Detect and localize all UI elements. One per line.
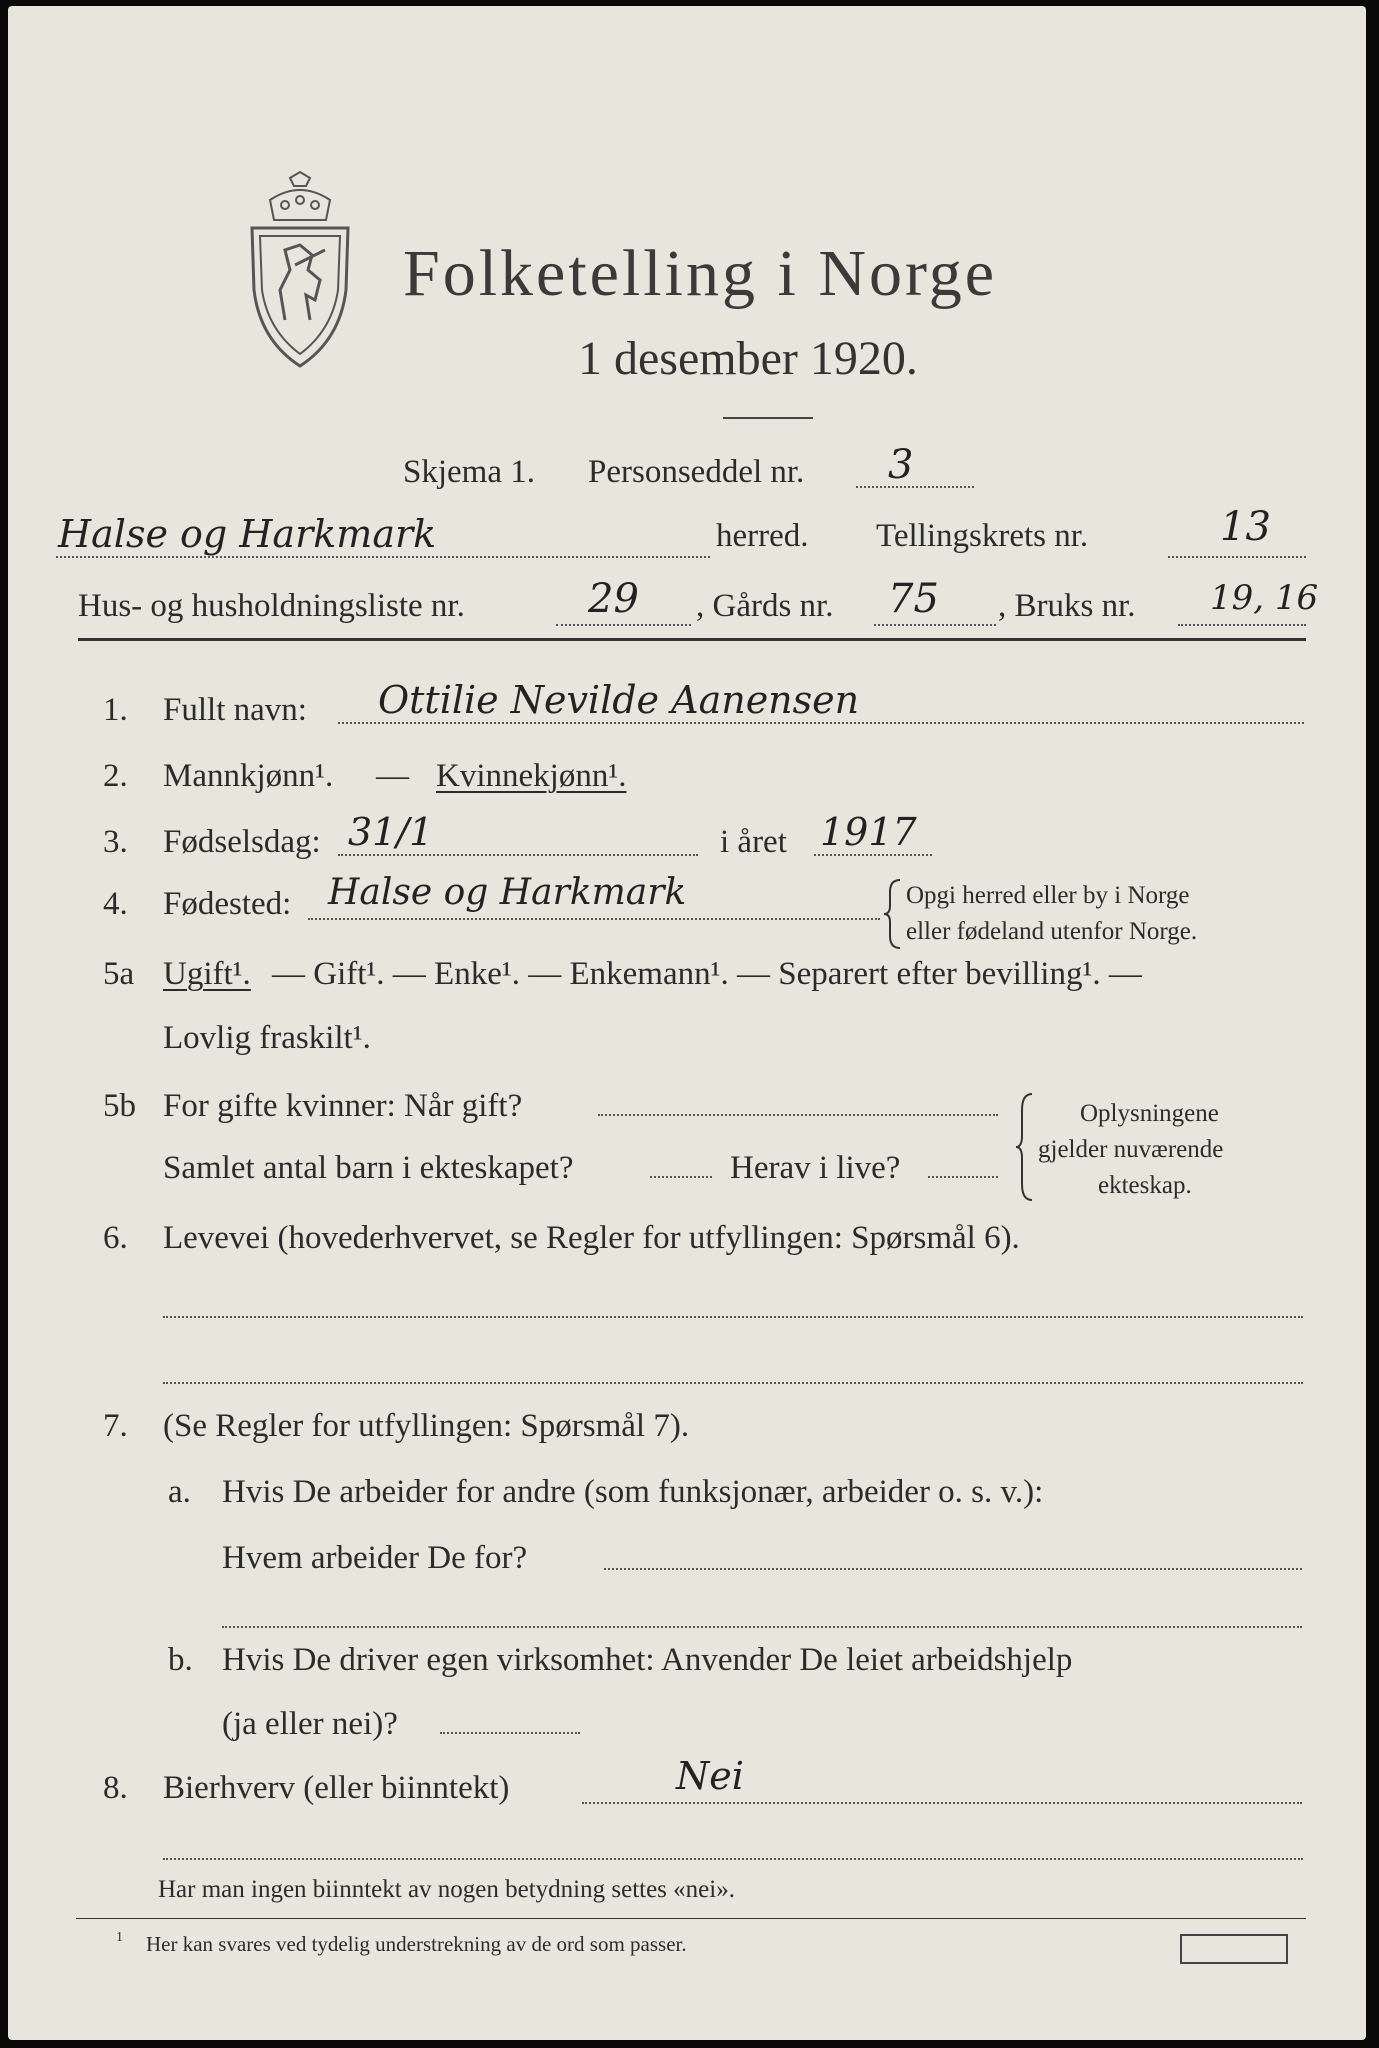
footer-note: Har man ingen biinntekt av nogen betydning settes «nei».: [158, 1876, 735, 1903]
q7a-line2: Hvem arbeider De for?: [222, 1540, 528, 1576]
q3-year-label: i året: [720, 824, 787, 860]
gards-label: , Gårds nr.: [696, 588, 834, 624]
personseddel-value: 3: [888, 442, 914, 488]
gards-value: 75: [888, 576, 939, 622]
q3-day-line: [338, 854, 698, 856]
census-form: [8, 6, 1366, 2040]
q5b-note-line2: gjelder nuværende: [1038, 1136, 1224, 1163]
census-date: 1 desember 1920.: [578, 332, 918, 385]
q7a-number: a.: [168, 1474, 191, 1510]
q7b-line2: (ja eller nei)?: [222, 1706, 398, 1742]
tellingskrets-label: Tellingskrets nr.: [876, 518, 1089, 554]
q5b-children-label: Samlet antal barn i ekteskapet?: [163, 1150, 574, 1186]
tellingskrets-value: 13: [1220, 504, 1271, 550]
q6-label: Levevei (hovederhvervet, se Regler for utfyllingen: Spørsmål 6).: [163, 1220, 1020, 1256]
q5a-ugift: Ugift¹.: [163, 956, 251, 992]
q5a-ugift-wrap: [163, 956, 251, 993]
q3-day-value: 31/1: [348, 810, 434, 854]
q6-line1: [163, 1316, 1303, 1318]
q8-value: Nei: [676, 1754, 744, 1798]
q5b-children-line: [650, 1176, 712, 1178]
q4-birthplace-value: Halse og Harkmark: [328, 872, 687, 913]
q7b-line1: Hvis De driver egen virksomhet: Anvender De leiet arbeidshjelp: [222, 1642, 1073, 1678]
personseddel-line: [856, 486, 974, 488]
form-title: Folketelling i Norge: [403, 237, 998, 310]
bruks-line: [1178, 624, 1306, 626]
bruks-value: 19, 16: [1210, 578, 1319, 618]
q7-number: 7.: [103, 1408, 128, 1444]
q4-number: 4.: [103, 886, 128, 922]
q8-line1: [582, 1802, 1302, 1804]
q7-label: (Se Regler for utfyllingen: Spørsmål 7).: [163, 1408, 690, 1444]
q3-year-line: [814, 854, 932, 856]
footnote-text: Her kan svares ved tydelig understrekning av de ord som passer.: [146, 1932, 687, 1956]
schema-label: Skjema 1.: [403, 454, 535, 490]
q3-number: 3.: [103, 824, 128, 860]
q3-year-value: 1917: [820, 810, 917, 854]
q8-number: 8.: [103, 1770, 128, 1806]
herred-label: herred.: [716, 518, 809, 554]
header-divider: [78, 638, 1306, 641]
q5b-alive-line: [928, 1176, 998, 1178]
q4-note-line1: Opgi herred eller by i Norge: [906, 882, 1190, 909]
personseddel-label: Personseddel nr.: [588, 454, 805, 490]
gards-line: [874, 624, 996, 626]
husliste-value: 29: [588, 576, 639, 622]
q1-number: 1.: [103, 692, 128, 728]
printer-stamp: [1180, 1934, 1288, 1964]
q4-label: Fødested:: [163, 886, 292, 922]
q2-number: 2.: [103, 758, 128, 794]
q2-male: Mannkjønn¹.: [163, 758, 334, 794]
q5b-note-line3: ekteskap.: [1098, 1172, 1192, 1199]
q5a-line2: Lovlig fraskilt¹.: [163, 1020, 371, 1056]
norway-coat-of-arms-icon: [240, 170, 360, 370]
bruks-label: , Bruks nr.: [998, 588, 1136, 624]
footer-divider: [76, 1918, 1306, 1919]
q6-number: 6.: [103, 1220, 128, 1256]
q5b-number: 5b: [103, 1088, 136, 1124]
q5b-note-line1: Oplysningene: [1080, 1100, 1219, 1127]
q7b-number: b.: [168, 1642, 193, 1678]
q2-female: Kvinnekjønn¹.: [436, 758, 627, 794]
q1-line: [338, 722, 1304, 724]
q5b-married-line: [598, 1114, 998, 1116]
q4-line: [308, 918, 880, 920]
q7a-answer-line1: [604, 1568, 1302, 1570]
husliste-label: Hus- og husholdningsliste nr.: [78, 588, 465, 624]
q8-line2: [163, 1858, 1303, 1860]
herred-value: Halse og Harkmark: [58, 512, 437, 556]
tellingskrets-line: [1168, 556, 1306, 558]
q3-label: Fødselsdag:: [163, 824, 321, 860]
husliste-line: [556, 624, 691, 626]
q6-line2: [163, 1382, 1303, 1384]
q4-brace-icon: [882, 878, 904, 950]
q1-label: Fullt navn:: [163, 692, 307, 728]
q2-female-wrap: [436, 758, 626, 795]
herred-line: [56, 556, 710, 558]
q5a-number: 5a: [103, 956, 135, 992]
footnote-mark: 1: [116, 1930, 123, 1945]
q5a-other-options: — Gift¹. — Enke¹. — Enkemann¹. — Separert efter bevilling¹. —: [272, 956, 1142, 992]
q7a-line1: Hvis De arbeider for andre (som funksjonær, arbeider o. s. v.):: [222, 1474, 1044, 1510]
q7a-answer-line2: [222, 1626, 1302, 1628]
q2-separator: —: [376, 758, 409, 794]
q5b-alive-label: Herav i live?: [730, 1150, 901, 1186]
q7b-answer-line: [440, 1732, 580, 1734]
q8-label: Bierhverv (eller biinntekt): [163, 1770, 510, 1806]
q5b-brace-icon: [1014, 1092, 1036, 1202]
q1-full-name-value: Ottilie Nevilde Aanensen: [378, 678, 860, 722]
q4-note-line2: eller fødeland utenfor Norge.: [906, 918, 1198, 945]
title-divider: [723, 417, 813, 419]
q5b-line1: For gifte kvinner: Når gift?: [163, 1088, 523, 1124]
